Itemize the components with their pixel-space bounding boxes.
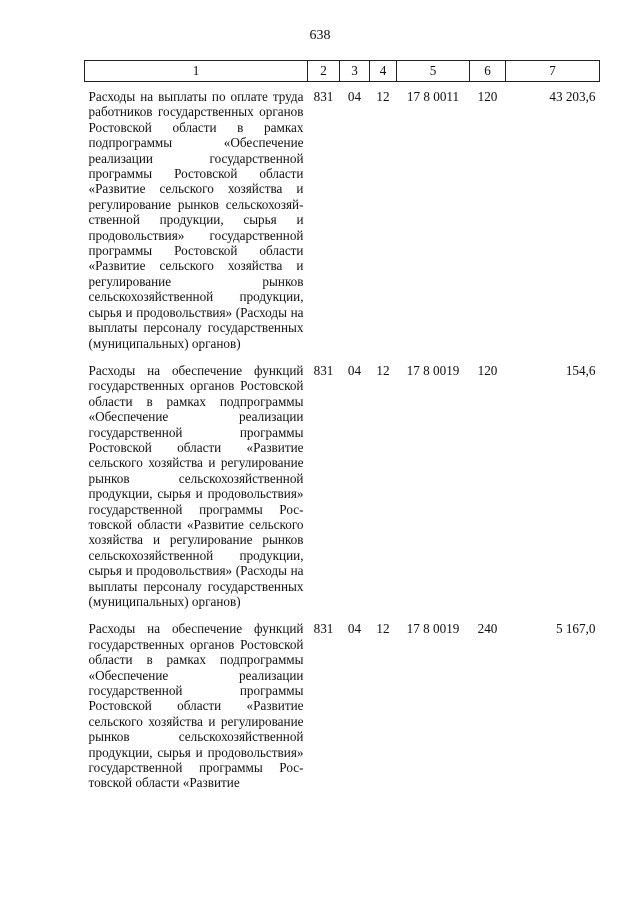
row-description: Расходы на выплаты по оплате труда работников государственных органов Ростовской области в рамках подпрограммы «Обеспечение реализации государственной программы Ростовской области «Развитие сельского хозяйства и регулирование рынков сельскохозяйственной продукции, сырья и продовольствия» государственной программы Ростовской области «Развитие сельского хозяйства и регулирование рынков сельскохозяйственной продукции, сырья и продовольствия» (Расходы на выплаты персоналу государственных (муниципальных) органов) — [88, 89, 304, 351]
column-header: 6 — [470, 61, 506, 82]
target-article-code: 17 8 0011 — [406, 89, 460, 104]
subsection-code: 12 — [376, 89, 390, 104]
column-header: 5 — [397, 61, 470, 82]
target-article-code: 17 8 0019 — [406, 621, 460, 637]
column-header: 4 — [370, 61, 397, 82]
table-row — [85, 614, 600, 795]
section-code: 04 — [347, 362, 362, 378]
ministry-code: 831 — [313, 621, 334, 637]
column-header: 1 — [85, 61, 308, 82]
expense-type-code: 120 — [477, 89, 498, 104]
subsection-code: 12 — [376, 362, 390, 378]
section-code: 04 — [347, 621, 362, 637]
table-row — [85, 82, 600, 356]
ministry-code: 831 — [313, 89, 334, 104]
expense-type-code: 120 — [477, 362, 498, 378]
page-number: 638 — [309, 28, 331, 43]
column-header: 3 — [340, 61, 370, 82]
amount: 154,6 — [565, 362, 596, 378]
table-header-row — [85, 61, 600, 82]
budget-table — [84, 60, 600, 796]
column-header: 2 — [308, 61, 340, 82]
target-article-code: 17 8 0019 — [406, 362, 460, 378]
table-row — [85, 356, 600, 615]
subsection-code: 12 — [376, 621, 390, 637]
section-code: 04 — [347, 89, 362, 104]
row-description: Расходы на обеспечение функций государственных органов Ростовской области в рамках подпрограммы «Обеспечение реализации государственной программы Ростовской области «Развитие сельского хозяйства и регулирование рынков сельскохозяйственной продукции, сырья и продовольствия» государственной программы Ростовской области «Развитие — [88, 621, 304, 791]
ministry-code: 831 — [313, 362, 334, 378]
row-description: Расходы на обеспечение функций государственных органов Ростовской области в рамках подпрограммы «Обеспечение реализации государственной программы Ростовской области «Развитие сельского хозяйства и регулирование рынков сельскохозяйственной продукции, сырья и продовольствия» государственной программы Ростовской области «Развитие сельского хозяйства и регулирование рынков сельскохозяйственной продукции, сырья и продовольствия» (Расходы на выплаты персоналу государственных (муниципальных) органов) — [88, 362, 304, 609]
expense-type-code: 240 — [477, 621, 498, 637]
column-header: 7 — [506, 61, 600, 82]
amount: 43 203,6 — [549, 89, 596, 104]
amount: 5 167,0 — [555, 621, 596, 637]
